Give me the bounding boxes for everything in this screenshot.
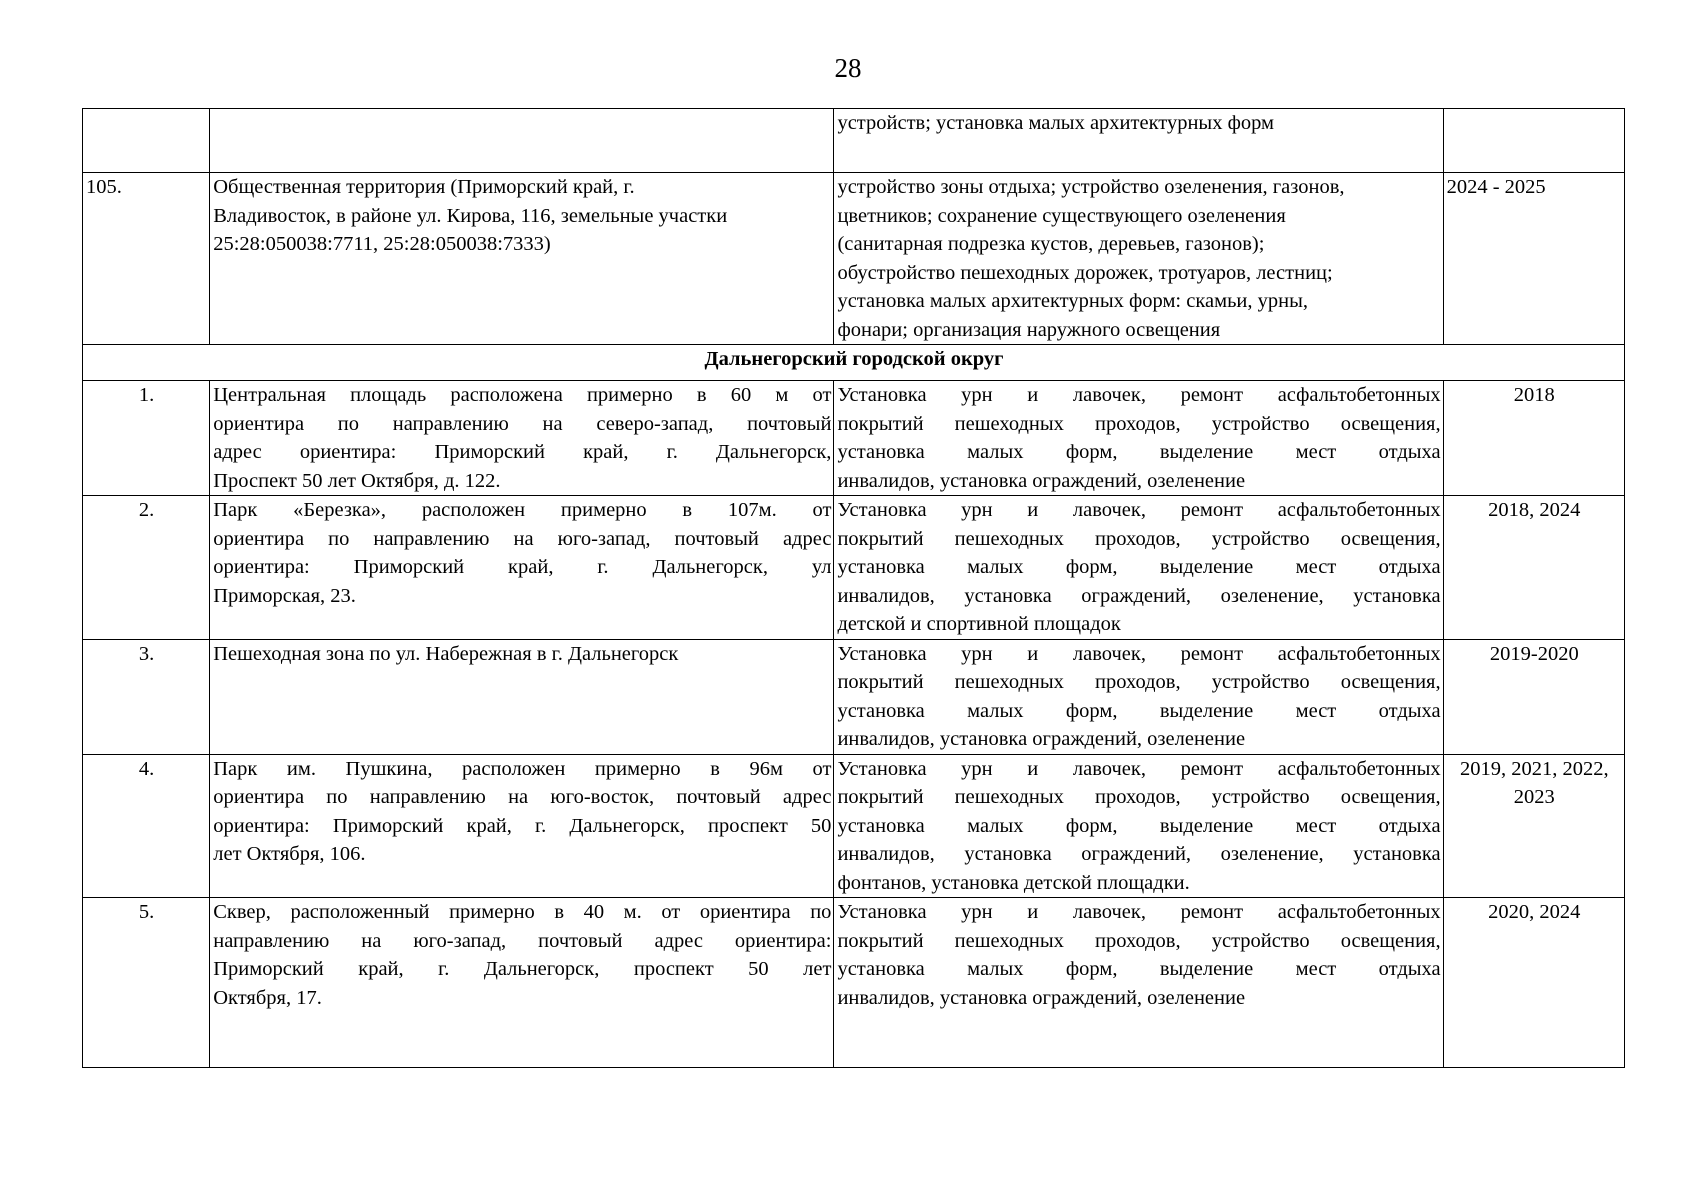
object-cell — [210, 754, 834, 898]
row-number-cell — [83, 109, 210, 173]
work-line: инвалидов, установка ограждений, озеленение — [837, 728, 1246, 750]
row-number-cell: 2. — [83, 496, 210, 640]
object-line: ориентира по направлению на юго-восток, почтовый адрес — [213, 786, 832, 808]
work-line: цветников; сохранение существующего озеленения — [837, 204, 1286, 227]
row-number-cell: 4. — [83, 754, 210, 898]
work-line: инвалидов, установка ограждений, озеленение, установка — [837, 584, 1441, 607]
object-cell — [210, 496, 834, 640]
object-line: ориентира: Приморский край, г. Дальнегорск, проспект 50 — [213, 814, 832, 837]
object-line: ориентира по направлению на северо-запад, почтовый — [213, 412, 832, 435]
work-line: фонтанов, установка детской площадки. — [837, 871, 1190, 894]
years-line: 2023 — [1513, 786, 1555, 808]
object-line: ориентира по направлению на юго-запад, почтовый адрес — [213, 527, 832, 550]
table-row — [83, 754, 1625, 898]
work-line: (санитарная подрезка кустов, деревьев, газонов); — [837, 233, 1265, 255]
table-row — [83, 173, 1625, 345]
row-number-cell: 1. — [83, 381, 210, 496]
work-line: установка малых форм, выделение мест отдыха — [837, 814, 1441, 837]
work-cell — [834, 496, 1443, 640]
years-cell: 2018 — [1443, 381, 1624, 496]
work-line: покрытий пешеходных проходов, устройство освещения, — [837, 786, 1441, 808]
work-cell — [834, 173, 1443, 345]
work-cell — [834, 109, 1443, 173]
work-line: детской и спортивной площадок — [837, 613, 1121, 635]
row-number-cell: 5. — [83, 898, 210, 1068]
object-line: лет Октября, 106. — [213, 843, 366, 865]
object-line: Приморская, 23. — [213, 584, 356, 607]
object-cell — [210, 109, 834, 173]
work-line: установка малых форм, выделение мест отдыха — [837, 958, 1441, 980]
page-number: 28 — [834, 53, 862, 83]
object-line: Проспект 50 лет Октября, д. 122. — [213, 469, 501, 492]
work-line: установка малых форм, выделение мест отдыха — [837, 699, 1441, 722]
table-row — [83, 496, 1625, 640]
object-cell — [210, 639, 834, 754]
work-line: инвалидов, установка ограждений, озеленение — [837, 986, 1246, 1009]
work-cell — [834, 754, 1443, 898]
work-line: установка малых форм, выделение мест отдыха — [837, 441, 1441, 463]
section-title: Дальнегорский городской округ — [83, 345, 1625, 381]
object-line: Октября, 17. — [213, 986, 322, 1009]
work-line: устройств; установка малых архитектурных форм — [837, 112, 1275, 134]
work-line: установка малых форм, выделение мест отдыха — [837, 556, 1441, 578]
row-number-cell: 3. — [83, 639, 210, 754]
work-line: покрытий пешеходных проходов, устройство освещения, — [837, 929, 1441, 952]
work-line: Установка урн и лавочек, ремонт асфальтобетонных — [837, 901, 1441, 923]
object-line: 25:28:050038:7711, 25:28:050038:7333) — [213, 233, 551, 255]
object-line: адрес ориентира: Приморский край, г. Дальнегорск, — [213, 441, 832, 463]
table-row — [83, 381, 1625, 496]
work-line: устройство зоны отдыха; устройство озеленения, газонов, — [837, 176, 1345, 198]
object-cell — [210, 381, 834, 496]
work-cell — [834, 639, 1443, 754]
work-line: Установка урн и лавочек, ремонт асфальтобетонных — [837, 499, 1441, 521]
years-line: 2019, 2021, 2022, — [1459, 757, 1609, 780]
years-cell — [1443, 754, 1624, 898]
object-cell — [210, 898, 834, 1068]
row-number-cell: 105. — [83, 173, 210, 345]
table-row — [83, 109, 1625, 173]
object-line: Владивосток, в районе ул. Кирова, 116, земельные участки — [213, 204, 728, 227]
object-line: направлению на юго-запад, почтовый адрес ориентира: — [213, 929, 832, 952]
object-line: Парк им. Пушкина, расположен примерно в 96м от — [213, 757, 832, 780]
work-line: инвалидов, установка ограждений, озеленение — [837, 469, 1246, 492]
years-cell: 2024 - 2025 — [1443, 173, 1624, 345]
years-cell: 2019-2020 — [1443, 639, 1624, 754]
section-row — [83, 345, 1625, 381]
years-cell — [1443, 109, 1624, 173]
work-cell — [834, 381, 1443, 496]
work-line: покрытий пешеходных проходов, устройство освещения, — [837, 412, 1441, 435]
object-line: Общественная территория (Приморский край, г. — [213, 176, 635, 198]
work-cell — [834, 898, 1443, 1068]
work-line: Установка урн и лавочек, ремонт асфальтобетонных — [837, 642, 1441, 665]
work-line: обустройство пешеходных дорожек, тротуаров, лестниц; — [837, 261, 1333, 284]
years-cell: 2018, 2024 — [1443, 496, 1624, 640]
work-line: покрытий пешеходных проходов, устройство освещения, — [837, 671, 1441, 693]
work-line: установка малых архитектурных форм: скамьи, урны, — [837, 290, 1309, 312]
work-line: инвалидов, установка ограждений, озеленение, установка — [837, 843, 1441, 865]
object-line: Приморский край, г. Дальнегорск, проспект 50 лет — [213, 958, 832, 980]
object-line: Сквер, расположенный примерно в 40 м. от ориентира по — [213, 901, 832, 923]
work-line: Установка урн и лавочек, ремонт асфальтобетонных — [837, 757, 1441, 780]
work-line: покрытий пешеходных проходов, устройство освещения, — [837, 527, 1441, 550]
work-line: Установка урн и лавочек, ремонт асфальтобетонных — [837, 384, 1441, 406]
years-cell: 2020, 2024 — [1443, 898, 1624, 1068]
object-line: Пешеходная зона по ул. Набережная в г. Дальнегорск — [213, 642, 679, 665]
table-row — [83, 639, 1625, 754]
object-line: Парк «Березка», расположен примерно в 107м. от — [213, 499, 832, 521]
projects-table — [82, 108, 1625, 1068]
object-cell — [210, 173, 834, 345]
work-line: фонари; организация наружного освещения — [837, 318, 1221, 341]
object-line: Центральная площадь расположена примерно в 60 м от — [213, 384, 832, 406]
table-row — [83, 898, 1625, 1068]
object-line: ориентира: Приморский край, г. Дальнегорск, ул — [213, 556, 832, 578]
